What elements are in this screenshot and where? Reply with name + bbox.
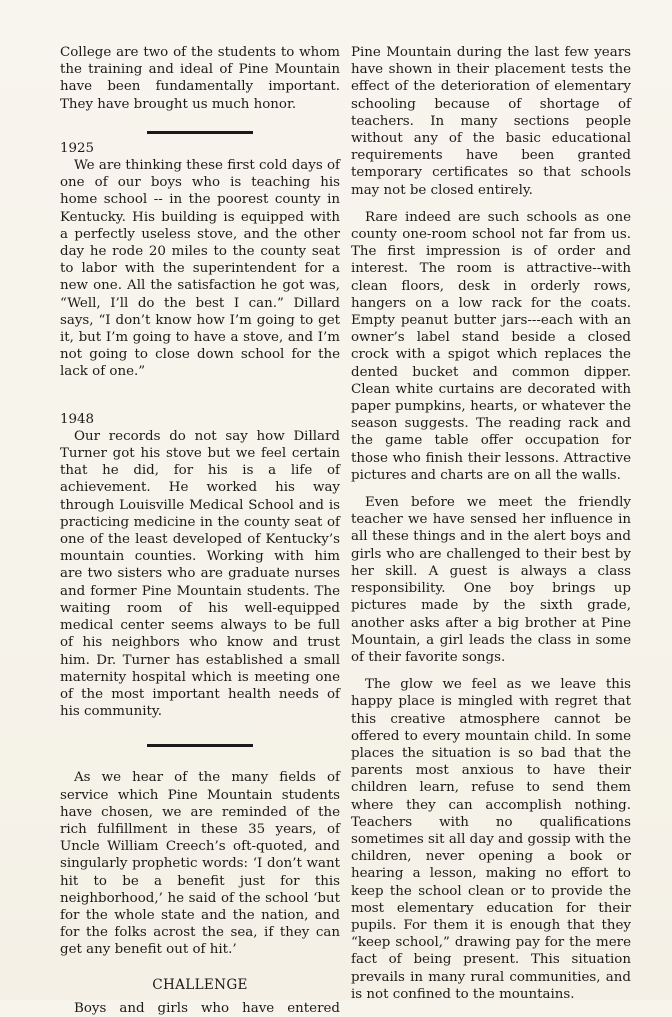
challenge-paragraph-start: Boys and girls who have entered: [74, 1000, 340, 1016]
year-heading-1925: 1925: [60, 140, 95, 156]
year-heading-1948: 1948: [60, 411, 95, 427]
challenge-heading: CHALLENGE: [152, 976, 248, 993]
friendly-teacher-paragraph: Even before we meet the friendly teacher we have sensed her influence in all these things and in the alert boys and girls who are challenged to their best by her skill. A guest is always a class responsibility. One boy brings up pictures made by the sixth grade, another asks after a big brother at Pine Mountain, a girl leads the class in some of their favorite songs.: [351, 495, 631, 665]
paragraph-1925: We are thinking these first cold days of one of our boys who is teaching his home school -- in the poorest county in Kentucky. His building is equipped with a perfectly useless stove, and the other day he rode 20 miles to the county seat to labor with the superintendent for a new one. All the satisfaction he got was, “Well, I’ll do the best I can.” Dillard says, “I don’t know how I’m going to get it, but I’m going to have a stove, and I’m not going to close down school for the lack of one.”: [60, 158, 340, 380]
left-column: [60, 44, 340, 1017]
section-divider: [147, 744, 253, 747]
regret-paragraph: The glow we feel as we leave this happy place is mingled with regret that this creative atmosphere cannot be offered to every mountain child. In some places the situation is so bad that the parents most anxious to have their children learn, refuse to send them where they can accomplish nothing. Teachers with no qualifications sometimes sit all day and gossip with the children, never opening a book or hearing a lesson, making no effort to keep the school clean or to provide the most elementary education for their pupils. For them it is enough that they “keep school,” drawing pay for the mere fact of being present. This situation prevails in many rural communities, and is not confined to the mountains.: [351, 677, 631, 1002]
creech-paragraph: As we hear of the many fields of service which Pine Mountain students have chosen, we are reminded of the rich fulfillment in these 35 years, of Uncle William Creech’s oft-quoted, and singularly prophetic words: ‘I don’t want hit to be a benefit just for this neighborhood,’ he said of the school ‘but for the whole state and the nation, and for the folks acrost the sea, if they can get any benefit out of hit.’: [60, 770, 340, 958]
one-room-school-paragraph: Rare indeed are such schools as one county one-room school not far from us. The first impression is of order and interest. The room is attractive--with clean floors, desk in orderly rows, hangers on a low rack for the coats. Empty peanut butter jars---each with an owner’s label stand beside a closed crock with a spigot which replaces the dented bucket and common dipper. Clean white curtains are decorated with paper pumpkins, hearts, or whatever the season suggests. The reading rack and the game table offer occupation for those who finish their lessons. Attractive pictures and charts are on all the walls.: [351, 209, 631, 483]
paragraph-1948: Our records do not say how Dillard Turner got his stove but we feel certain that he did, for his is a life of achievement. He worked his way through Louisville Medical School and is practicing medicine in the county seat of one of the least developed of Kentucky’s mountain counties. Working with him are two sisters who are graduate nurses and former Pine Mountain students. The waiting room of his well-equipped medical center seems always to be full of his neighbors who know and trust him. Dr. Turner has established a small maternity hospital which is meeting one of the most important health needs of his community.: [60, 428, 340, 720]
intro-paragraph: College are two of the students to whom the training and ideal of Pine Mountain have been fundamentally important. They have brought us much honor.: [60, 45, 340, 112]
section-divider: [147, 131, 253, 134]
right-column: [351, 44, 631, 1003]
placement-tests-paragraph: Pine Mountain during the last few years have shown in their placement tests the effect of the deterioration of elementary schooling because of shortage of teachers. In many sections people without any of the basic educational requirements have been granted temporary certificates so that schools may not be closed entirely.: [351, 45, 631, 198]
